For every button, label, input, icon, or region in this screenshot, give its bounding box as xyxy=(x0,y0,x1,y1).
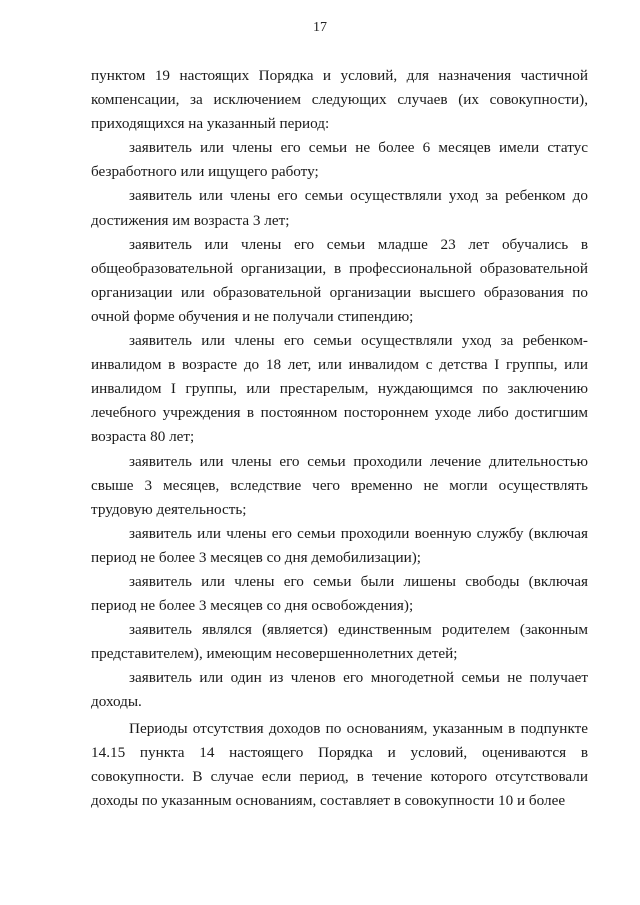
paragraph-single-parent: заявитель являлся (является) единственным родителем (законным представителем), имеющим несовершеннолетних детей; xyxy=(91,621,588,663)
document-body xyxy=(91,64,588,813)
paragraph-large-family: заявитель или один из членов его многодетной семьи не получает доходы. xyxy=(91,669,588,711)
paragraph-continuation: пунктом 19 настоящих Порядка и условий, для назначения частичной компенсации, за исключением следующих случаев (их совокупности), приходящихся на указанный период: xyxy=(91,67,588,133)
paragraph-education: заявитель или члены его семьи младше 23 лет обучались в общеобразовательной организации, в профессиональной образовательной организации или образовательной организации высшего образования по очной форме обучения и не получали стипендию; xyxy=(91,235,588,325)
paragraph-treatment: заявитель или члены его семьи проходили лечение длительностью свыше 3 месяцев, вследствие чего временно не могли осуществлять трудовую деятельность; xyxy=(91,452,588,518)
paragraph-income-periods: Периоды отсутствия доходов по основаниям, указанным в подпункте 14.15 пункта 14 настоящего Порядка и условий, оцениваются в совокупности. В случае если период, в течение которого отсутствовали доходы по указанным основаниям, составляет в совокупности 10 и более xyxy=(91,719,588,809)
paragraph-unemployed: заявитель или члены его семьи не более 6 месяцев имели статус безработного или ищущего работу; xyxy=(91,139,588,181)
paragraph-disabled-care: заявитель или члены его семьи осуществляли уход за ребенком-инвалидом в возрасте до 18 лет, или инвалидом с детства I группы, или инвалидом I группы, или престарелым, нуждающимся по заключению лечебного учреждения в постоянном постороннем уходе либо достигшим возраста 80 лет; xyxy=(91,332,588,446)
paragraph-childcare: заявитель или члены его семьи осуществляли уход за ребенком до достижения им возраста 3 лет; xyxy=(91,187,588,229)
paragraph-imprisonment: заявитель или члены его семьи были лишены свободы (включая период не более 3 месяцев со дня освобождения); xyxy=(91,572,588,615)
paragraph-military-service: заявитель или члены его семьи проходили военную службу (включая период не более 3 месяцев со дня демобилизации); xyxy=(91,524,588,566)
page-number: 17 xyxy=(313,20,327,35)
